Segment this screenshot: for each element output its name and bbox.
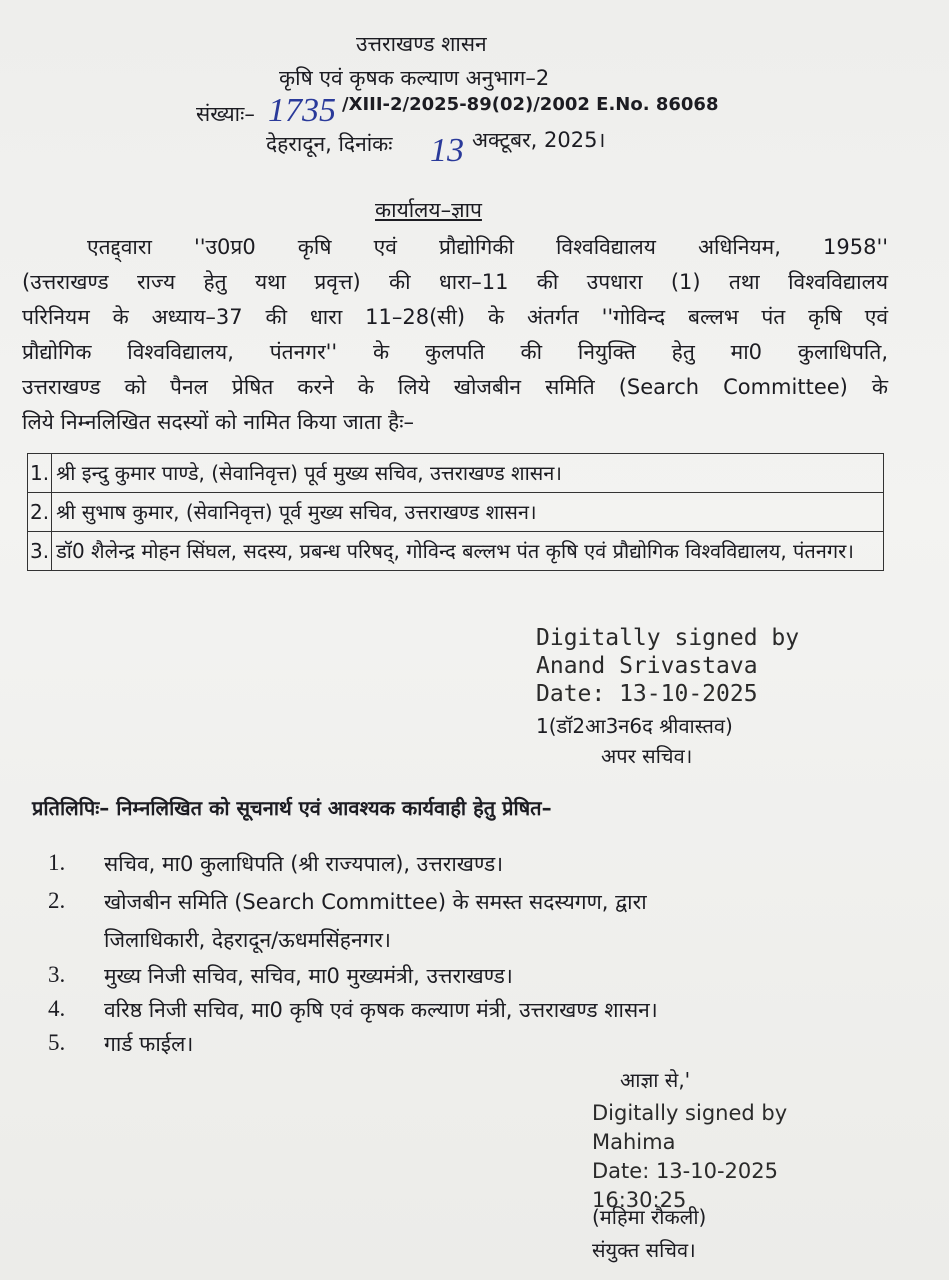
item-text: मुख्य निजी सचिव, सचिव, मा0 मुख्यमंत्री, उत्तराखण्ड। (104, 964, 513, 988)
handwritten-number: 1735 (268, 92, 336, 129)
table-row (28, 493, 884, 532)
body-line: उत्तराखण्ड को पैनल प्रेषित करने के लिये खोजबीन समिति (Search Committee) के (22, 375, 888, 399)
member-text: डॉ0 शैलेन्द्र मोहन सिंघल, सदस्य, प्रबन्ध परिषद्, गोविन्द बल्लभ पंत कृषि एवं प्रौद्योगिक विश्वविद्यालय, पंतनगर। (52, 532, 884, 571)
copy-heading: प्रतिलिपिः– निम्नलिखित को सूचनार्थ एवं आवश्यक कार्यवाही हेतु प्रेषित– (32, 796, 552, 820)
item-number: 4. (48, 996, 66, 1021)
body-line: परिनियम के अध्याय–37 की धारा 11–28(सी) के अंतर्गत ''गोविन्द बल्लभ पंत कृषि एवं (22, 305, 888, 329)
item-number: 5. (48, 1030, 66, 1055)
date-place: देहरादून, दिनांकः (266, 132, 393, 156)
signature-date: Date: 13-10-2025 (536, 681, 758, 707)
signature-line: Digitally signed by (592, 1101, 788, 1125)
body-line: लिये निम्नलिखित सदस्यों को नामित किया जाता हैः– (22, 410, 414, 434)
signatory-designation-1: अपर सचिव। (601, 744, 693, 768)
item-text: जिलाधिकारी, देहरादून/ऊधमसिंहनगर। (104, 928, 391, 952)
signature-line: Digitally signed by (536, 625, 800, 651)
body-line: (उत्तराखण्ड राज्य हेतु यथा प्रवृत्त) की धारा–11 की उपधारा (1) तथा विश्वविद्यालय (22, 270, 888, 294)
item-text: सचिव, मा0 कुलाधिपति (श्री राज्यपाल), उत्तराखण्ड। (104, 852, 504, 876)
member-text: श्री सुभाष कुमार, (सेवानिवृत्त) पूर्व मुख्य सचिव, उत्तराखण्ड शासन। (52, 493, 884, 532)
signer-name: Anand Srivastava (536, 653, 758, 679)
committee-members-table (27, 453, 884, 571)
handwritten-date: 13 (430, 132, 464, 169)
member-text: श्री इन्दु कुमार पाण्डे, (सेवानिवृत्त) पूर्व मुख्य सचिव, उत्तराखण्ड शासन। (52, 454, 884, 493)
digital-signature-2 (592, 1099, 787, 1215)
table-row (28, 532, 884, 571)
section-heading: कृषि एवं कृषक कल्याण अनुभाग–2 (279, 66, 550, 90)
signer-name: Mahima (592, 1130, 676, 1154)
item-number: 3. (48, 962, 66, 987)
body-paragraph (22, 230, 888, 440)
item-text: गार्ड फाईल। (104, 1032, 194, 1056)
body-line: प्रौद्योगिक विश्वविद्यालय, पंतनगर'' के कुलपति की नियुक्ति हेतु मा0 कुलाधिपति, (22, 340, 888, 364)
number-label: संख्याः– (196, 102, 255, 126)
body-line: एतद्द्वारा ''उ0प्र0 कृषि एवं प्रौद्योगिकी विश्वविद्यालय अधिनियम, 1958'' (87, 235, 888, 259)
item-number: 2. (48, 888, 66, 913)
signatory-designation-2: संयुक्त सचिव। (592, 1238, 696, 1262)
reference-code: /XIII-2/2025-89(02)/2002 E.No. 86068 (342, 94, 719, 115)
date-month-year: अक्टूबर, 2025। (472, 128, 606, 152)
signature-date: Date: 13-10-2025 (592, 1159, 778, 1183)
signature-time: 16:30:25 (592, 1188, 687, 1212)
item-number: 1. (48, 850, 66, 875)
signatory-name-2: (महिमा रौकली) (592, 1205, 707, 1229)
memo-title: कार्यालय–ज्ञाप (375, 198, 482, 222)
item-text: खोजबीन समिति (Search Committee) के समस्त सदस्यगण, द्वारा (104, 890, 647, 914)
by-order-text: आज्ञा से,' (620, 1068, 691, 1092)
member-number: 3. (28, 532, 52, 571)
govt-heading: उत्तराखण्ड शासन (356, 32, 487, 56)
item-text: वरिष्ठ निजी सचिव, मा0 कृषि एवं कृषक कल्याण मंत्री, उत्तराखण्ड शासन। (104, 998, 658, 1022)
member-number: 2. (28, 493, 52, 532)
table-row (28, 454, 884, 493)
member-number: 1. (28, 454, 52, 493)
digital-signature-1 (536, 624, 799, 708)
signatory-name-1: 1(डॉ2आ3न6द श्रीवास्तव) (536, 714, 733, 738)
